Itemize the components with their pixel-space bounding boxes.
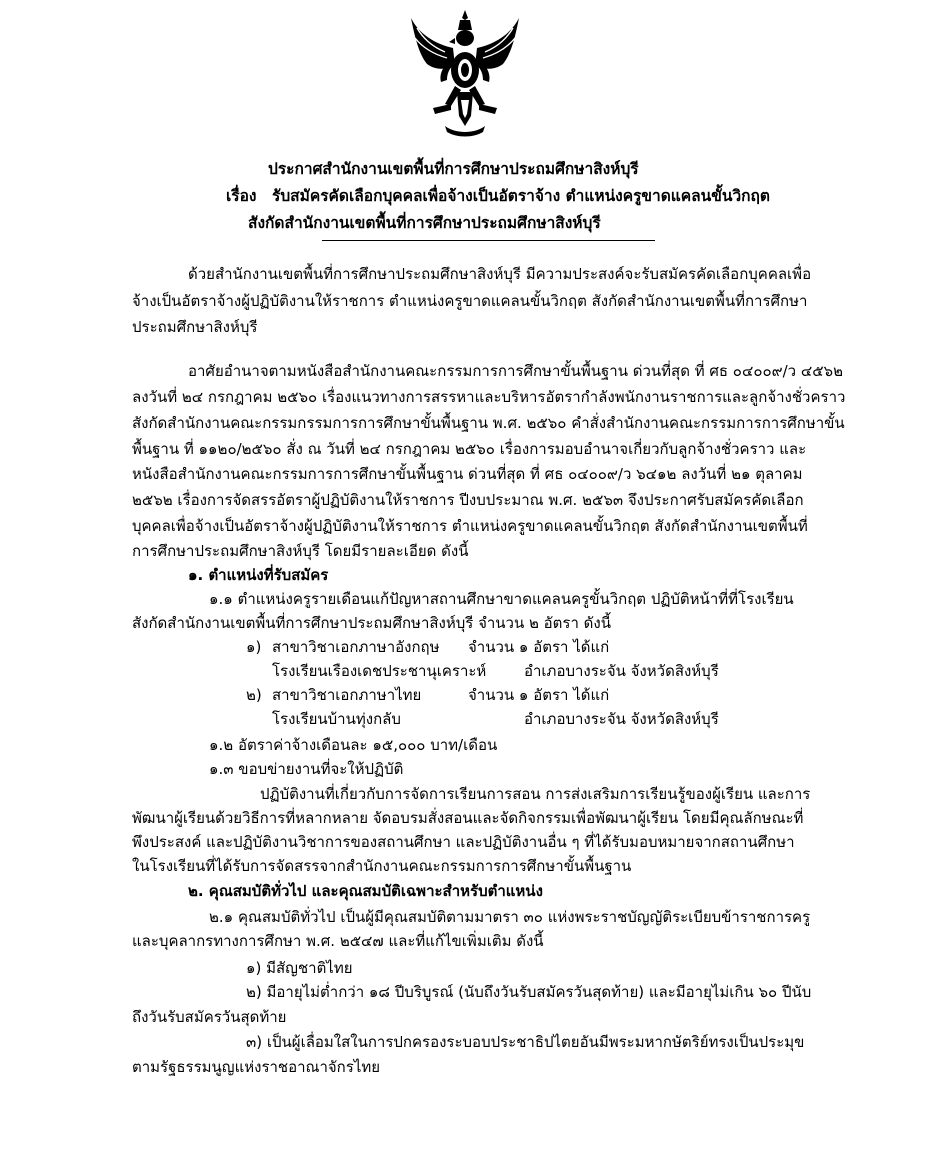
position-location: อำเภอบางระจัน จังหวัดสิงห์บุรี	[524, 710, 719, 728]
position-subject: สาขาวิชาเอกภาษาอังกฤษ	[272, 638, 440, 656]
para2-line: ๒๕๖๒ เรื่องการจัดสรรอัตราผู้ปฏิบัติงานให้ราชการ ปีงบประมาณ พ.ศ. ๒๕๖๓ จึงประกาศรับสมัครคัดเลือก	[132, 491, 804, 509]
section2-heading: ๒. คุณสมบัติทั่วไป และคุณสมบัติเฉพาะสำหรับตำแหน่ง	[188, 882, 543, 900]
item-2-1-line: ๒.๑ คุณสมบัติทั่วไป เป็นผู้มีคุณสมบัติตามมาตรา ๓๐ แห่งพระราชบัญญัติระเบียบข้าราชการครู	[209, 908, 811, 926]
item-1-1-line: ๑.๑ ตำแหน่งครูรายเดือนแก้ปัญหาสถานศึกษาขาดแคลนครูขั้นวิกฤต ปฏิบัติหน้าที่ที่โรงเรียน	[209, 590, 794, 608]
para1-line: ด้วยสำนักงานเขตพื้นที่การศึกษาประถมศึกษาสิงห์บุรี มีความประสงค์จะรับสมัครคัดเลือกบุคคลเพื่อ	[188, 265, 812, 283]
para2-line: บุคคลเพื่อจ้างเป็นอัตราจ้างผู้ปฏิบัติงานให้ราชการ ตำแหน่งครูขาดแคลนขั้นวิกฤต สังกัดสำนักงานเขตพื้นที่	[132, 517, 808, 535]
scope-line: พึงประสงค์ และปฏิบัติงานวิชาการของสถานศึกษา และปฏิบัติงานอื่น ๆ ที่ได้รับมอบหมายจากสถานศึกษา	[132, 833, 795, 851]
item-1-1-line: สังกัดสำนักงานเขตพื้นที่การศึกษาประถมศึกษาสิงห์บุรี จำนวน ๒ อัตรา ดังนี้	[132, 614, 611, 632]
section1-heading: ๑. ตำแหน่งที่รับสมัคร	[188, 566, 329, 584]
position-school: โรงเรียนเรืองเดชประชานุเคราะห์	[272, 662, 487, 680]
position-count: จำนวน ๑ อัตรา ได้แก่	[468, 686, 610, 704]
para2-line: ลงวันที่ ๒๔ กรกฎาคม ๒๕๖๐ เรื่องแนวทางการสรรหาและบริหารอัตรากำลังพนักงานราชการและลูกจ้างชั่วคราว	[132, 388, 846, 406]
scope-line: ปฏิบัติงานที่เกี่ยวกับการจัดการเรียนการสอน การส่งเสริมการเรียนรู้ของผู้เรียน และการ	[260, 785, 811, 803]
position-subject: สาขาวิชาเอกภาษาไทย	[272, 686, 422, 704]
subject-label: เรื่อง	[226, 187, 257, 205]
affiliation-line: สังกัดสำนักงานเขตพื้นที่การศึกษาประถมศึกษาสิงห์บุรี	[248, 214, 601, 232]
qualification-item: ๒) มีอายุไม่ต่ำกว่า ๑๘ ปีบริบูรณ์ (นับถึงวันรับสมัครวันสุดท้าย) และมีอายุไม่เกิน ๖๐ ปีนับ	[246, 983, 812, 1001]
position-number: ๑)	[246, 638, 262, 656]
qualification-item: ถึงวันรับสมัครวันสุดท้าย	[132, 1008, 287, 1026]
para2-line: พื้นฐาน ที่ ๑๑๒๐/๒๕๖๐ สั่ง ณ วันที่ ๒๔ กรกฎาคม ๒๕๖๐ เรื่องการมอบอำนาจเกี่ยวกับลูกจ้างชั่วคราว และ	[132, 440, 807, 458]
announcement-title: ประกาศสำนักงานเขตพื้นที่การศึกษาประถมศึกษาสิงห์บุรี	[268, 160, 639, 178]
para2-line: สังกัดสำนักงานคณะกรรมกรรมการการศึกษาขั้นพื้นฐาน พ.ศ. ๒๕๖๐ คำสั่งสำนักงานคณะกรรมการการศึกษาขั้น	[132, 414, 845, 432]
para1-line: ประถมศึกษาสิงห์บุรี	[132, 318, 258, 336]
scope-line: พัฒนาผู้เรียนด้วยวิธีการที่หลากหลาย จัดอบรมสั่งสอนและจัดกิจกรรมเพื่อพัฒนาผู้เรียน โดยมีคุณลักษณะที่	[132, 809, 804, 827]
subject-text: รับสมัครคัดเลือกบุคคลเพื่อจ้างเป็นอัตราจ้าง ตำแหน่งครูขาดแคลนขั้นวิกฤต	[272, 187, 770, 205]
position-school: โรงเรียนบ้านทุ่งกลับ	[272, 710, 401, 728]
scope-line: ในโรงเรียนที่ได้รับการจัดสรรจากสำนักงานคณะกรรมการการศึกษาขั้นพื้นฐาน	[132, 857, 632, 875]
position-count: จำนวน ๑ อัตรา ได้แก่	[468, 638, 610, 656]
position-number: ๒)	[246, 686, 262, 704]
position-location: อำเภอบางระจัน จังหวัดสิงห์บุรี	[524, 662, 719, 680]
item-2-1-line: และบุคลากรทางการศึกษา พ.ศ. ๒๕๔๗ และที่แก้ไขเพิ่มเติม ดังนี้	[132, 932, 544, 950]
para1-line: จ้างเป็นอัตราจ้างผู้ปฏิบัติงานให้ราชการ ตำแหน่งครูขาดแคลนขั้นวิกฤต สังกัดสำนักงานเขตพื้นที่การศึกษา	[132, 292, 808, 310]
garuda-emblem-icon	[405, 8, 525, 140]
qualification-item: ตามรัฐธรรมนูญแห่งราชอาณาจักรไทย	[132, 1058, 381, 1076]
item-1-3: ๑.๓ ขอบข่ายงานที่จะให้ปฏิบัติ	[209, 760, 404, 778]
para2-line: การศึกษาประถมศึกษาสิงห์บุรี โดยมีรายละเอียด ดังนี้	[132, 542, 469, 560]
qualification-item: ๓) เป็นผู้เลื่อมใสในการปกครองระบอบประชาธิปไตยอันมีพระมหากษัตริย์ทรงเป็นประมุข	[246, 1033, 805, 1051]
para2-line: หนังสือสำนักงานคณะกรรมการการศึกษาขั้นพื้นฐาน ด่วนที่สุด ที่ ศธ ๐๔๐๐๙/ว ๖๔๑๒ ลงวันที่ ๒๑ ตุลาคม	[132, 465, 803, 483]
item-1-2: ๑.๒ อัตราค่าจ้างเดือนละ ๑๕,๐๐๐ บาท/เดือน	[209, 736, 498, 754]
header-divider	[322, 240, 655, 241]
para2-line: อาศัยอำนาจตามหนังสือสำนักงานคณะกรรมการการศึกษาขั้นพื้นฐาน ด่วนที่สุด ที่ ศธ ๐๔๐๐๙/ว ๔๕๖๒	[188, 362, 843, 380]
qualification-item: ๑) มีสัญชาติไทย	[246, 959, 353, 977]
